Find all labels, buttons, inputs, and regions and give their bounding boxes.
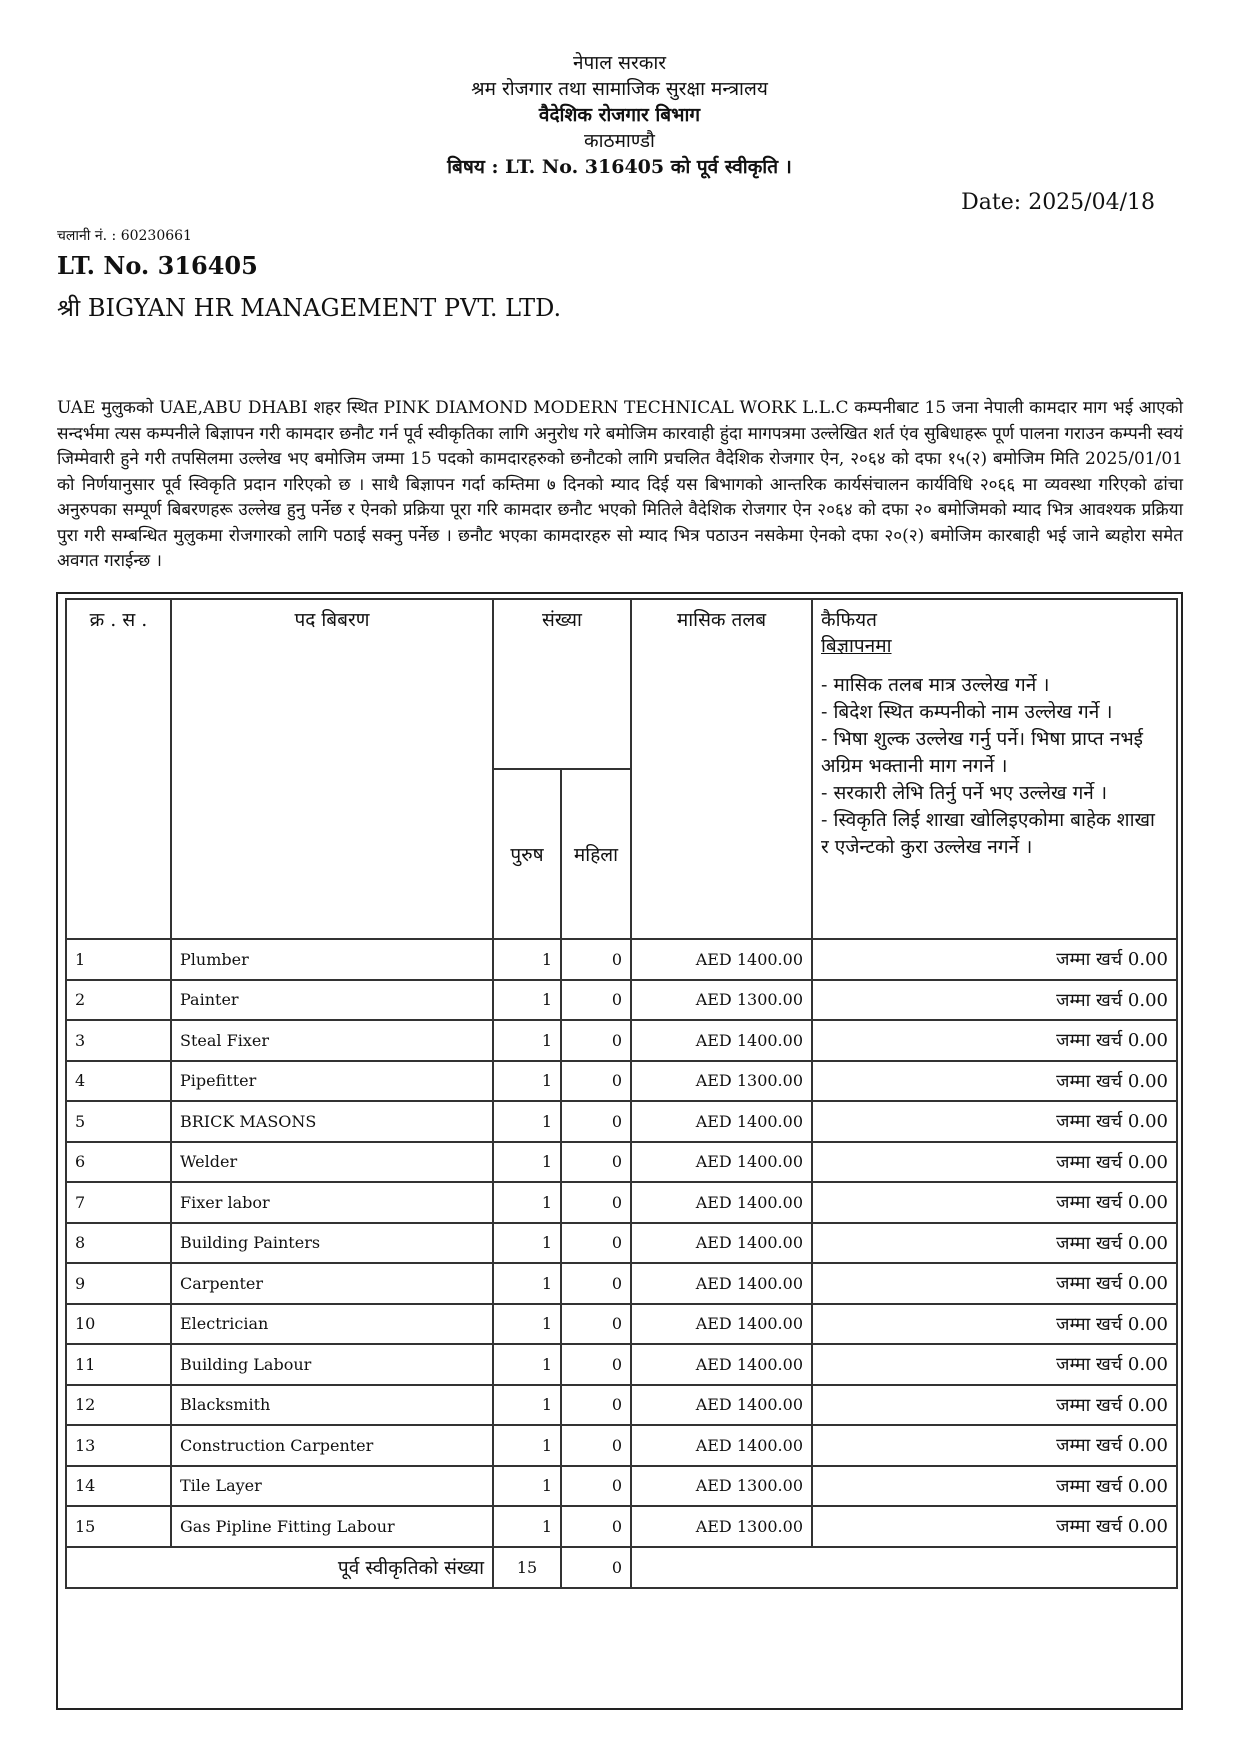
row-male: 1 — [493, 1223, 561, 1264]
row-male: 1 — [493, 1182, 561, 1223]
table-row — [66, 1466, 1177, 1507]
row-position: Tile Layer — [171, 1466, 493, 1507]
row-sn: 2 — [66, 980, 171, 1021]
table-row — [66, 1385, 1177, 1426]
row-female: 0 — [561, 1061, 631, 1102]
row-remark: जम्मा खर्च 0.00 — [812, 1142, 1177, 1183]
header-row-top — [66, 599, 1177, 769]
total-female: 0 — [561, 1547, 631, 1588]
row-male: 1 — [493, 1344, 561, 1385]
table-row — [66, 1506, 1177, 1547]
row-salary: AED 1400.00 — [631, 1344, 812, 1385]
row-position: Carpenter — [171, 1263, 493, 1304]
row-remark: जम्मा खर्च 0.00 — [812, 1425, 1177, 1466]
row-sn: 11 — [66, 1344, 171, 1385]
table-row — [66, 1020, 1177, 1061]
row-salary: AED 1400.00 — [631, 1223, 812, 1264]
table-row — [66, 1182, 1177, 1223]
row-remark: जम्मा खर्च 0.00 — [812, 1344, 1177, 1385]
row-male: 1 — [493, 1466, 561, 1507]
row-salary: AED 1300.00 — [631, 1061, 812, 1102]
row-sn: 10 — [66, 1304, 171, 1345]
row-salary: AED 1400.00 — [631, 1182, 812, 1223]
row-remark: जम्मा खर्च 0.00 — [812, 1385, 1177, 1426]
row-male: 1 — [493, 939, 561, 980]
row-female: 0 — [561, 1182, 631, 1223]
header-count: संख्या — [493, 599, 631, 769]
row-sn: 12 — [66, 1385, 171, 1426]
table-row — [66, 1304, 1177, 1345]
row-remark: जम्मा खर्च 0.00 — [812, 1506, 1177, 1547]
row-remark: जम्मा खर्च 0.00 — [812, 1466, 1177, 1507]
subject-line: बिषय : LT. No. 316405 को पूर्व स्वीकृति । — [447, 156, 792, 178]
remarks-notes — [821, 672, 1168, 861]
table-row — [66, 980, 1177, 1021]
remarks-note: - भिषा शुल्क उल्लेख गर्नु पर्ने। भिषा प्राप्त नभई अग्रिम भक्तानी माग नगर्ने । — [821, 728, 1144, 777]
row-remark: जम्मा खर्च 0.00 — [812, 1020, 1177, 1061]
row-sn: 7 — [66, 1182, 171, 1223]
row-salary: AED 1400.00 — [631, 1101, 812, 1142]
row-sn: 4 — [66, 1061, 171, 1102]
department-name: वैदेशिक रोजगार बिभाग — [538, 104, 701, 126]
row-salary: AED 1400.00 — [631, 939, 812, 980]
remarks-note: - स्विकृति लिई शाखा खोलिइएकोमा बाहेक शाखा र एजेन्टको कुरा उल्लेख नगर्ने । — [821, 809, 1155, 858]
row-female: 0 — [561, 1304, 631, 1345]
office-location: काठमाण्डौ — [584, 130, 655, 152]
row-salary: AED 1400.00 — [631, 1425, 812, 1466]
row-position: BRICK MASONS — [171, 1101, 493, 1142]
row-position: Plumber — [171, 939, 493, 980]
remarks-note: - मासिक तलब मात्र उल्लेख गर्ने । — [821, 674, 1050, 696]
table-row — [66, 1101, 1177, 1142]
lt-number: LT. No. 316405 — [57, 251, 258, 280]
row-female: 0 — [561, 980, 631, 1021]
row-female: 0 — [561, 1466, 631, 1507]
approval-table — [65, 598, 1178, 1589]
row-position: Building Painters — [171, 1223, 493, 1264]
row-salary: AED 1300.00 — [631, 1466, 812, 1507]
header-salary: मासिक तलब — [631, 599, 812, 939]
row-salary: AED 1400.00 — [631, 1263, 812, 1304]
row-position: Gas Pipline Fitting Labour — [171, 1506, 493, 1547]
row-male: 1 — [493, 1506, 561, 1547]
row-salary: AED 1400.00 — [631, 1385, 812, 1426]
row-position: Blacksmith — [171, 1385, 493, 1426]
total-label: पूर्व स्वीकृतिको संख्या — [66, 1547, 493, 1588]
row-remark: जम्मा खर्च 0.00 — [812, 1061, 1177, 1102]
row-sn: 14 — [66, 1466, 171, 1507]
row-sn: 3 — [66, 1020, 171, 1061]
row-sn: 1 — [66, 939, 171, 980]
row-sn: 5 — [66, 1101, 171, 1142]
row-female: 0 — [561, 1101, 631, 1142]
row-remark: जम्मा खर्च 0.00 — [812, 1263, 1177, 1304]
row-female: 0 — [561, 1344, 631, 1385]
row-female: 0 — [561, 1263, 631, 1304]
row-sn: 8 — [66, 1223, 171, 1264]
row-position: Steal Fixer — [171, 1020, 493, 1061]
row-remark: जम्मा खर्च 0.00 — [812, 939, 1177, 980]
row-salary: AED 1400.00 — [631, 1020, 812, 1061]
header-sn: क्र . स . — [66, 599, 171, 939]
row-male: 1 — [493, 1263, 561, 1304]
header-position: पद बिबरण — [171, 599, 493, 939]
row-position: Welder — [171, 1142, 493, 1183]
table-row — [66, 939, 1177, 980]
row-remark: जम्मा खर्च 0.00 — [812, 1182, 1177, 1223]
remarks-note: - बिदेश स्थित कम्पनीको नाम उल्लेख गर्ने । — [821, 701, 1113, 723]
total-male: 15 — [493, 1547, 561, 1588]
row-remark: जम्मा खर्च 0.00 — [812, 1304, 1177, 1345]
row-female: 0 — [561, 1223, 631, 1264]
row-position: Pipefitter — [171, 1061, 493, 1102]
row-position: Construction Carpenter — [171, 1425, 493, 1466]
table-row — [66, 1263, 1177, 1304]
row-male: 1 — [493, 1385, 561, 1426]
row-female: 0 — [561, 1506, 631, 1547]
row-female: 0 — [561, 1020, 631, 1061]
dispatch-number: चलानी नं. : 60230661 — [57, 228, 192, 244]
table-row — [66, 1344, 1177, 1385]
row-male: 1 — [493, 1020, 561, 1061]
letter-body: UAE मुलुकको UAE,ABU DHABI शहर स्थित PINK DIAMOND MODERN TECHNICAL WORK L.L.C कम्पनीबाट 15 जना नेपाली कामदार माग भई आएको सन्दर्भमा त्यस कम्पनीले बिज्ञापन गरी कामदार छनौट गर्न पूर्व स्वीकृतिका लागि अनुरोध गरे बमोजिम कारवाही हुंदा मागपत्रमा उल्लेखित शर्त एंव सुबिधाहरू पूर्ण पालना गराउन कम्पनी स्वयं जिम्मेवारी हुने गरी तपसिलमा उल्लेख भए बमोजिम जम्मा 15 पदको कामदारहरुको छनौटको लागि प्रचलित वैदेशिक रोजगार ऐन, २०६४ को दफा १५(२) बमोजिम मिति 2025/01/01 को निर्णयानुसार पूर्व स्विकृति प्रदान गरिएको छ । साथै बिज्ञापन गर्दा कम्तिमा ७ दिनको म्याद दिई यस बिभागको आन्तरिक कार्यसंचालन कार्यविधि २०६६ मा व्यवस्था गरिएको ढांचा अनुरुपका सम्पूर्ण बिबरणहरू उल्लेख हुनु पर्नेछ र ऐनको प्रक्रिया पूरा गरि कामदार छनौट भएको मितिले वैदेशिक रोजगार ऐन २०६४ को दफा २० बमोजिमको म्याद भित्र आवश्यक प्रक्रिया पुरा गरी सम्बन्धित मुलुकमा रोजगारको लागि पठाई सक्नु पर्नेछ । छनौट भएका कामदारहरु सो म्याद भित्र पठाउन नसकेमा ऐनको दफा २०(२) बमोजिम कारबाही भई जाने ब्यहोरा समेत अवगत गराईन्छ । — [57, 398, 1183, 571]
table-row — [66, 1425, 1177, 1466]
row-male: 1 — [493, 1101, 561, 1142]
remarks-title: कैफियत — [821, 609, 878, 631]
row-female: 0 — [561, 1142, 631, 1183]
govt-name: नेपाल सरकार — [572, 52, 667, 74]
row-sn: 13 — [66, 1425, 171, 1466]
row-remark: जम्मा खर्च 0.00 — [812, 1101, 1177, 1142]
row-male: 1 — [493, 1061, 561, 1102]
row-sn: 9 — [66, 1263, 171, 1304]
table-row — [66, 1223, 1177, 1264]
row-female: 0 — [561, 1425, 631, 1466]
header-remarks — [812, 599, 1177, 939]
letter-date: Date: 2025/04/18 — [961, 190, 1155, 215]
table-row — [66, 1061, 1177, 1102]
row-position: Electrician — [171, 1304, 493, 1345]
row-sn: 6 — [66, 1142, 171, 1183]
recipient-company: श्री BIGYAN HR MANAGEMENT PVT. LTD. — [57, 294, 562, 322]
total-row — [66, 1547, 1177, 1588]
remarks-note: - सरकारी लेभि तिर्नु पर्ने भए उल्लेख गर्ने । — [821, 782, 1108, 804]
row-female: 0 — [561, 939, 631, 980]
total-empty — [631, 1547, 1177, 1588]
remarks-subtitle: बिज्ञापनमा — [821, 635, 892, 657]
row-position: Fixer labor — [171, 1182, 493, 1223]
row-male: 1 — [493, 1304, 561, 1345]
letterhead — [0, 50, 1239, 180]
header-female: महिला — [561, 769, 631, 939]
row-salary: AED 1400.00 — [631, 1142, 812, 1183]
table-row — [66, 1142, 1177, 1183]
ministry-name: श्रम रोजगार तथा सामाजिक सुरक्षा मन्त्रालय — [471, 78, 768, 100]
row-male: 1 — [493, 1425, 561, 1466]
row-male: 1 — [493, 1142, 561, 1183]
header-male: पुरुष — [493, 769, 561, 939]
row-salary: AED 1400.00 — [631, 1304, 812, 1345]
row-sn: 15 — [66, 1506, 171, 1547]
row-position: Building Labour — [171, 1344, 493, 1385]
row-female: 0 — [561, 1385, 631, 1426]
row-remark: जम्मा खर्च 0.00 — [812, 980, 1177, 1021]
row-position: Painter — [171, 980, 493, 1021]
row-remark: जम्मा खर्च 0.00 — [812, 1223, 1177, 1264]
row-salary: AED 1300.00 — [631, 1506, 812, 1547]
row-salary: AED 1300.00 — [631, 980, 812, 1021]
row-male: 1 — [493, 980, 561, 1021]
